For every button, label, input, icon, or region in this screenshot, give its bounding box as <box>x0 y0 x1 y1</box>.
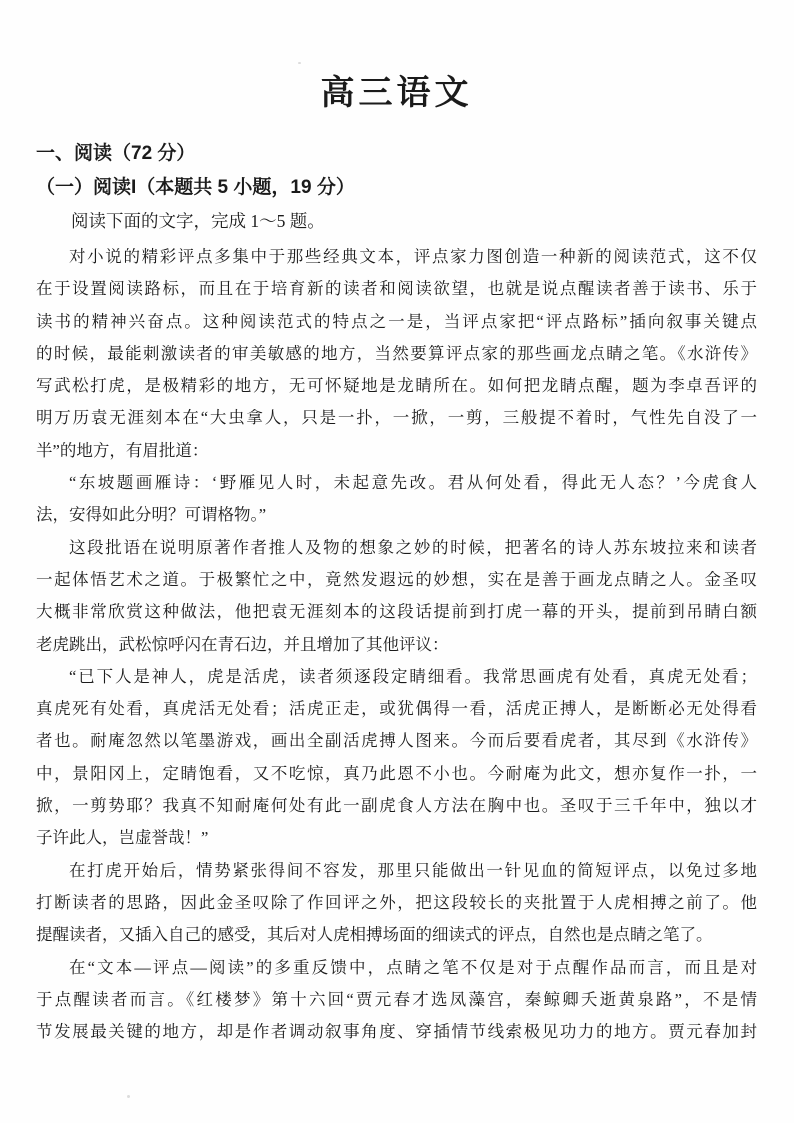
subpart-heading-reading-1: （一）阅读I（本题共 5 小题，19 分） <box>36 177 355 198</box>
scan-noise-speck <box>298 62 301 64</box>
passage-line: 打断读者的思路，因此金圣叹除了作回评之外，把这段较长的夹批置于人虎相搏之前了。他 <box>36 892 757 912</box>
passage-line: 真虎死有处看，真虎活无处看；活虎正走，或犹偶得一看，活虎正搏人，是断断必无处得看 <box>36 699 757 719</box>
passage-line: 对小说的精彩评点多集中于那些经典文本，评点家力图创造一种新的阅读范式，这不仅 <box>69 247 757 266</box>
passage-line: 一起体悟艺术之道。于极繁忙之中，竟然发遐远的妙想，实在是善于画龙点睛之人。金圣叹 <box>36 569 757 589</box>
scan-noise-speck <box>127 1095 130 1098</box>
passage-line: 法，安得如此分明？可谓格物。” <box>36 505 267 525</box>
passage-line: 读书的精神兴奋点。这种阅读范式的特点之一是，当评点家把“评点路标”插向叙事关键点 <box>36 311 757 331</box>
passage-line: 提醒读者，又插入自己的感受，其后对人虎相搏场面的细读式的评点，自然也是点睛之笔了。 <box>36 925 713 945</box>
document-title: 高三语文 <box>320 74 473 112</box>
passage-line: 在“文本—评点—阅读”的多重反馈中，点睛之笔不仅是对于点醒作品而言，而且是对 <box>69 957 757 977</box>
passage-instruction: 阅读下面的文字，完成 1～5 题。 <box>71 211 325 231</box>
passage-line: 写武松打虎，是极精彩的地方，无可怀疑地是龙睛所在。如何把龙睛点醒，题为李卓吾评的 <box>36 376 757 396</box>
passage-line: 者也。耐庵忽然以笔墨游戏，画出全副活虎搏人图来。今而后要看虎者，其尽到《水浒传》 <box>36 731 757 751</box>
passage-line: 子许此人，岂虚誉哉！” <box>36 828 209 848</box>
passage-line: 的时候，最能刺激读者的审美敏感的地方，当然要算评点家的那些画龙点睛之笔。《水浒传》 <box>36 343 757 363</box>
passage-line: 半”的地方，有眉批道： <box>36 440 209 460</box>
passage-line: 掀，一剪势耶？我真不知耐庵何处有此一副虎食人方法在胸中也。圣叹于三千年中，独以才 <box>36 796 757 816</box>
passage-line: 明万历袁无涯刻本在“大虫拿人，只是一扑，一掀，一剪，三般提不着时，气性先自没了一 <box>36 408 757 428</box>
passage-line: 于点醒读者而言。《红楼梦》第十六回“贾元春才选凤藻宫，秦鲸卿夭逝黄泉路”，不是情 <box>36 989 757 1009</box>
passage-line: 在于设置阅读路标，而且在于培育新的读者和阅读欲望，也就是说点醒读者善于读书、乐于 <box>36 279 757 299</box>
passage-line: 这段批语在说明原著作者推人及物的想象之妙的时候，把著名的诗人苏东坡拉来和读者 <box>69 537 757 557</box>
passage-line: 老虎跳出，武松惊呼闪在青石边，并且增加了其他评议： <box>36 634 449 654</box>
passage-line: 节发展最关键的地方，却是作者调动叙事角度、穿插情节线索极见功力的地方。贾元春加封 <box>36 1022 757 1042</box>
passage-line: 中，景阳冈上，定睛饱看，又不吃惊，真乃此恩不小也。今耐庵为此文，想亦复作一扑，一 <box>36 763 757 783</box>
part-heading-reading: 一、阅读（72 分） <box>36 143 196 164</box>
passage-line: “已下人是神人，虎是活虎，读者须逐段定睛细看。我常思画虎有处看，真虎无处看； <box>69 666 757 686</box>
passage-line: 在打虎开始后，情势紧张得间不容发，那里只能做出一针见血的简短评点，以免过多地 <box>69 860 757 880</box>
passage-line: “东坡题画雁诗：‘野雁见人时，未起意先改。君从何处看，得此无人态？’今虎食人 <box>69 473 757 493</box>
passage-line: 大概非常欣赏这种做法，他把袁无涯刻本的这段话提前到打虎一幕的开头，提前到吊睛白额 <box>36 602 757 622</box>
document-content <box>0 72 794 1048</box>
passage-body <box>36 241 757 1048</box>
